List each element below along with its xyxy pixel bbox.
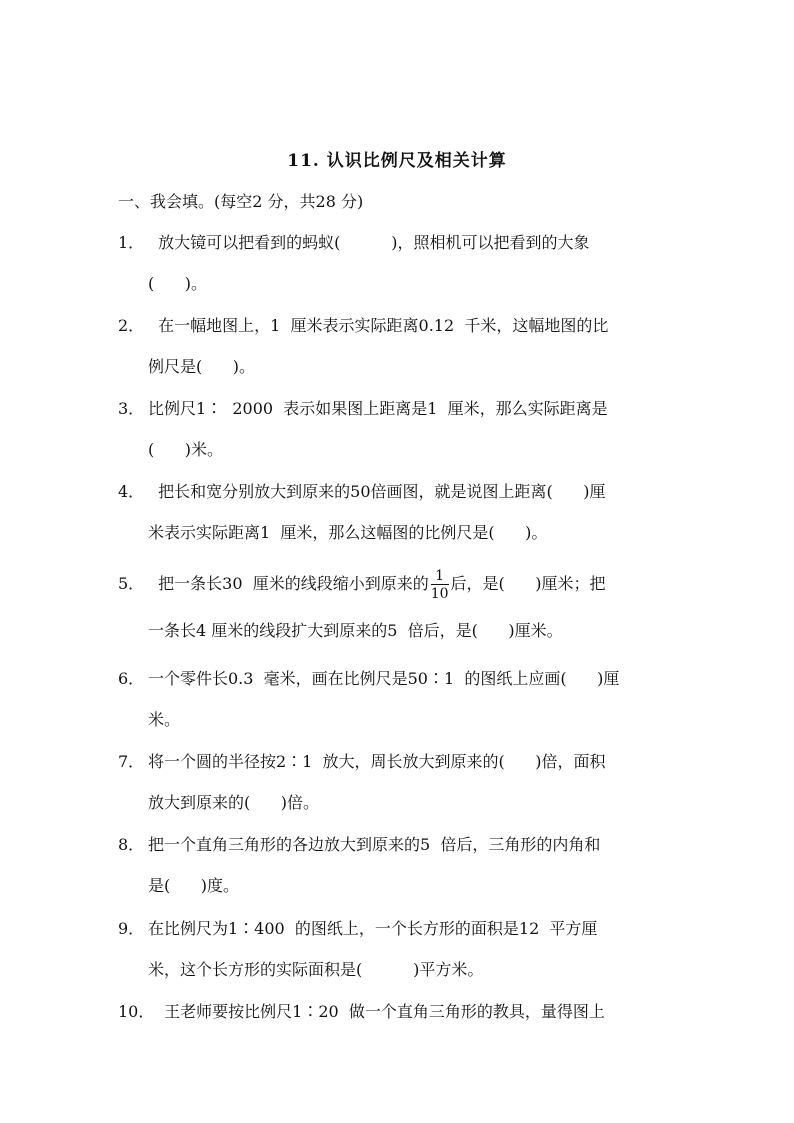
question-6 <box>118 658 698 740</box>
question-text-after-fraction: 后，是( )厘米；把 <box>450 574 606 593</box>
question-7 <box>118 741 698 823</box>
question-9 <box>118 908 698 990</box>
fraction-denominator: 10 <box>430 585 449 602</box>
question-number: 7． <box>118 752 145 771</box>
question-text: 把一条长30 厘米的线段缩小到原来的 <box>148 574 429 593</box>
question-text: 把长和宽分别放大到原来的50倍画图，就是说图上距离( )厘 <box>148 482 606 501</box>
question-5 <box>118 558 698 651</box>
question-text: 在一幅地图上，1 厘米表示实际距离0.12 千米，这幅地图的比 <box>148 316 609 335</box>
question-number: 1． <box>118 233 145 252</box>
question-text: 放大镜可以把看到的蚂蚁( )，照相机可以把看到的大象 <box>148 233 590 252</box>
question-number: 5． <box>118 574 145 593</box>
question-10 <box>118 991 698 1032</box>
question-text: 在比例尺为1∶400 的图纸上，一个长方形的面积是12 平方厘 <box>148 919 598 938</box>
question-number: 3． <box>118 399 145 418</box>
question-text-continued: 例尺是( )。 <box>148 357 256 376</box>
question-1 <box>118 222 698 304</box>
question-text-continued: ( )。 <box>148 274 208 293</box>
question-text-continued: 米，这个长方形的实际面积是( )平方米。 <box>148 960 484 979</box>
question-number: 8． <box>118 835 145 854</box>
question-number: 4． <box>118 482 145 501</box>
question-3 <box>118 388 698 470</box>
question-text: 比例尺1∶ 2000 表示如果图上距离是1 厘米，那么实际距离是 <box>148 399 608 418</box>
question-text-continued: ( )米。 <box>148 440 224 459</box>
section-heading: 一、我会填。(每空2 分，共28 分) <box>118 192 364 211</box>
fraction-one-tenth <box>431 569 449 601</box>
question-4 <box>118 471 698 553</box>
question-text: 王老师要按比例尺1∶20 做一个直角三角形的教具，量得图上 <box>154 1002 605 1021</box>
question-number: 2． <box>118 316 145 335</box>
question-text: 一个零件长0.3 毫米，画在比例尺是50∶1 的图纸上应画( )厘 <box>148 669 620 688</box>
question-text-continued: 是( )度。 <box>148 876 240 895</box>
fraction-numerator: 1 <box>431 569 449 585</box>
question-text: 把一个直角三角形的各边放大到原来的5 倍后，三角形的内角和 <box>148 835 601 854</box>
question-text-continued: 米表示实际距离1 厘米，那么这幅图的比例尺是( )。 <box>148 523 548 542</box>
question-number: 6． <box>118 669 145 688</box>
question-number: 9． <box>118 919 145 938</box>
question-number: 10． <box>118 1002 155 1021</box>
question-text-continued: 一条长4 厘米的线段扩大到原来的5 倍后，是( )厘米。 <box>148 621 563 640</box>
question-text: 将一个圆的半径按2∶1 放大，周长放大到原来的( )倍，面积 <box>148 752 606 771</box>
question-2 <box>118 305 698 387</box>
page-title: 11. 认识比例尺及相关计算 <box>287 151 507 171</box>
question-text-continued: 放大到原来的( )倍。 <box>148 793 320 812</box>
question-8 <box>118 824 698 906</box>
question-text-continued: 米。 <box>148 710 181 729</box>
